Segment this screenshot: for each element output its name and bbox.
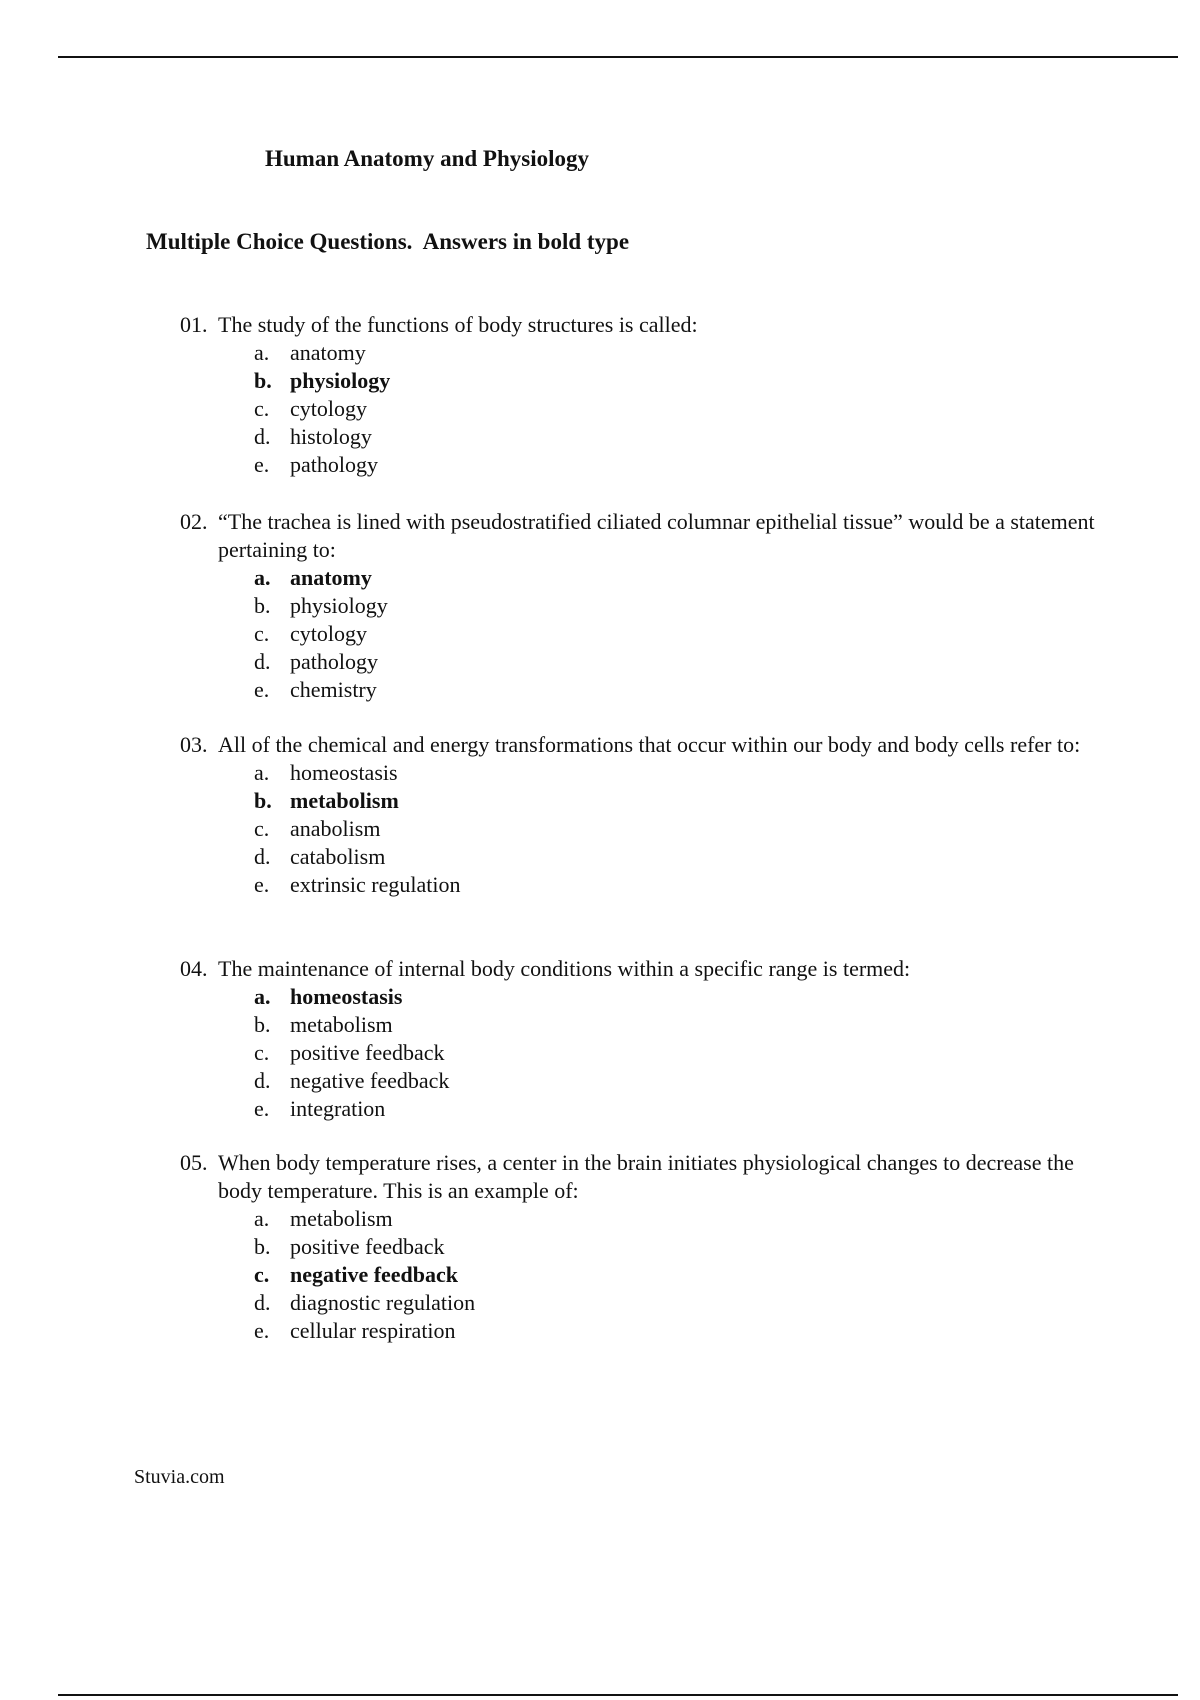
question-03 [180,731,1100,899]
question-04 [180,955,1100,1123]
option-a-correct [254,983,1100,1011]
option-d [254,423,1100,451]
question-stem [180,1149,1100,1205]
option-e [254,676,1100,704]
option-text: physiology [290,368,391,393]
option-letter: e. [254,872,270,897]
option-b [254,1233,1100,1261]
option-c [254,815,1100,843]
option-d [254,648,1100,676]
option-c [254,1039,1100,1067]
question-text: When body temperature rises, a center in the brain initiates physiological changes to decrease the body temperature. This is an example of: [218,1150,1074,1203]
question-text: All of the chemical and energy transformations that occur within our body and body cells refer to: [218,732,1081,757]
option-letter: a. [254,760,270,785]
option-letter: e. [254,1318,270,1343]
option-c [254,620,1100,648]
option-text: chemistry [290,677,377,702]
option-text: physiology [290,593,388,618]
question-number: 01. [180,312,208,337]
option-c-correct [254,1261,1100,1289]
option-text: cellular respiration [290,1318,456,1343]
bottom-rule [58,1694,1178,1696]
question-05 [180,1149,1100,1345]
footer-source: Stuvia.com [134,1466,225,1488]
option-text: integration [290,1096,386,1121]
page-title: Human Anatomy and Physiology [265,146,589,171]
option-text: positive feedback [290,1234,445,1259]
option-c [254,395,1100,423]
question-stem [180,955,1100,983]
option-list [180,564,1100,704]
option-text: cytology [290,396,367,421]
option-text: metabolism [290,1012,393,1037]
option-list [180,339,1100,479]
option-letter: c. [254,621,270,646]
option-letter: b. [254,368,272,393]
option-b [254,592,1100,620]
option-letter: a. [254,340,270,365]
question-text: The maintenance of internal body conditions within a specific range is termed: [218,956,911,981]
question-number: 04. [180,956,208,981]
option-letter: b. [254,1234,271,1259]
option-letter: d. [254,844,271,869]
option-letter: e. [254,452,270,477]
option-letter: b. [254,593,271,618]
option-e [254,1095,1100,1123]
option-b-correct [254,367,1100,395]
option-a [254,339,1100,367]
option-text: metabolism [290,1206,393,1231]
option-letter: d. [254,1290,271,1315]
option-text: metabolism [290,788,399,813]
option-text: extrinsic regulation [290,872,461,897]
page-subtitle: Multiple Choice Questions. Answers in bold type [146,229,630,254]
option-text: diagnostic regulation [290,1290,476,1315]
option-list [180,1205,1100,1345]
option-text: pathology [290,452,378,477]
option-letter: b. [254,788,272,813]
option-text: positive feedback [290,1040,445,1065]
question-number: 05. [180,1150,208,1175]
question-01 [180,311,1100,479]
option-letter: d. [254,1068,271,1093]
option-text: anatomy [290,340,366,365]
option-text: negative feedback [290,1262,459,1287]
option-b [254,1011,1100,1039]
option-text: cytology [290,621,367,646]
option-list [180,759,1100,899]
option-text: anatomy [290,565,372,590]
option-a-correct [254,564,1100,592]
option-text: catabolism [290,844,386,869]
option-d [254,1067,1100,1095]
option-letter: d. [254,649,271,674]
question-number: 02. [180,509,208,534]
option-d [254,843,1100,871]
option-text: histology [290,424,372,449]
option-letter: a. [254,1206,270,1231]
question-text: The study of the functions of body structures is called: [218,312,698,337]
option-letter: c. [254,1262,270,1287]
option-b-correct [254,787,1100,815]
option-text: homeostasis [290,760,398,785]
option-letter: a. [254,984,271,1009]
question-stem [180,508,1100,564]
option-letter: c. [254,1040,270,1065]
question-number: 03. [180,732,208,757]
option-letter: a. [254,565,271,590]
option-a [254,759,1100,787]
option-e [254,1317,1100,1345]
option-letter: e. [254,1096,270,1121]
option-d [254,1289,1100,1317]
option-e [254,871,1100,899]
option-letter: e. [254,677,270,702]
option-text: anabolism [290,816,381,841]
top-rule [58,56,1178,58]
option-text: homeostasis [290,984,403,1009]
question-text: “The trachea is lined with pseudostratified ciliated columnar epithelial tissue” would be a statement pertaining to: [218,509,1095,562]
question-stem [180,731,1100,759]
option-letter: c. [254,396,270,421]
option-list [180,983,1100,1123]
question-02 [180,508,1100,704]
option-text: negative feedback [290,1068,450,1093]
option-e [254,451,1100,479]
question-stem [180,311,1100,339]
option-letter: b. [254,1012,271,1037]
option-letter: c. [254,816,270,841]
option-letter: d. [254,424,271,449]
option-text: pathology [290,649,378,674]
option-a [254,1205,1100,1233]
